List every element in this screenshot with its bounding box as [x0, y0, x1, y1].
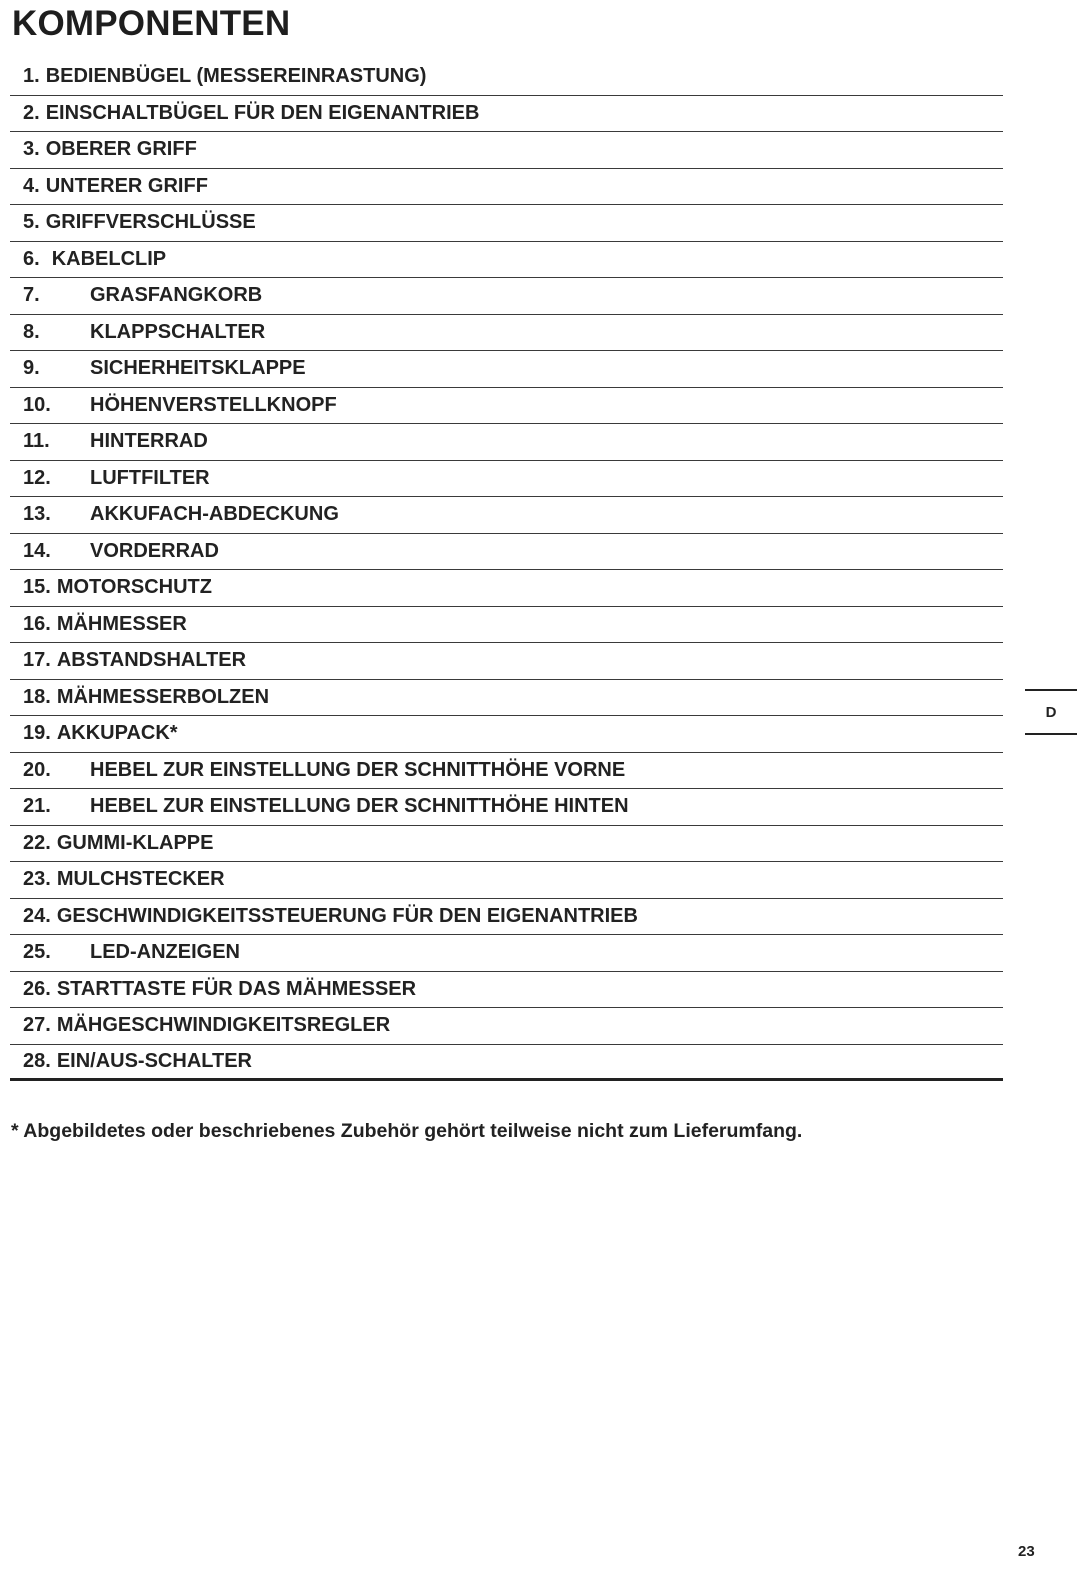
components-list: [10, 59, 1003, 1081]
item-number: 18.: [23, 685, 51, 708]
list-item: [10, 497, 1003, 534]
list-item: [10, 1008, 1003, 1045]
item-number: 6.: [23, 247, 40, 270]
list-item: [10, 826, 1003, 863]
language-tab: D: [1025, 689, 1077, 735]
item-number: 8.: [23, 320, 40, 343]
item-number: 19.: [23, 722, 51, 745]
list-item: [10, 935, 1003, 972]
page-number: 23: [1018, 1543, 1035, 1560]
list-item: [10, 351, 1003, 388]
item-label: MOTORSCHUTZ: [56, 576, 212, 599]
list-item: [10, 643, 1003, 680]
page-title: KOMPONENTEN: [12, 4, 291, 43]
list-item: [10, 534, 1003, 571]
item-number: 23.: [23, 868, 51, 891]
list-item: [10, 753, 1003, 790]
item-label: BEDIENBÜGEL (MESSEREINRASTUNG): [45, 65, 427, 88]
item-number: 7.: [23, 284, 40, 307]
item-number: 28.: [23, 1049, 51, 1072]
item-number: 11.: [23, 430, 50, 453]
list-item: [10, 205, 1003, 242]
item-label: GESCHWINDIGKEITSSTEUERUNG FÜR DEN EIGENANTRIEB: [56, 904, 638, 927]
list-item: [10, 96, 1003, 133]
item-label: HÖHENVERSTELLKNOPF: [90, 393, 337, 416]
item-number: 9.: [23, 357, 40, 380]
item-number: 13.: [23, 503, 51, 526]
item-label: OBERER GRIFF: [45, 138, 197, 161]
item-number: 10.: [23, 393, 51, 416]
item-number: 14.: [23, 539, 51, 562]
item-label: AKKUFACH-ABDECKUNG: [90, 503, 339, 526]
list-item: [10, 461, 1003, 498]
item-number: 25.: [23, 941, 51, 964]
item-label: HEBEL ZUR EINSTELLUNG DER SCHNITTHÖHE VORNE: [90, 758, 626, 781]
list-item: [10, 716, 1003, 753]
list-item: [10, 169, 1003, 206]
item-number: 15.: [23, 576, 51, 599]
item-number: 21.: [23, 795, 51, 818]
list-item: [10, 388, 1003, 425]
item-label: MÄHGESCHWINDIGKEITSREGLER: [56, 1014, 391, 1037]
item-label: MÄHMESSER: [56, 612, 187, 635]
item-label: VORDERRAD: [90, 539, 219, 562]
item-label: HEBEL ZUR EINSTELLUNG DER SCHNITTHÖHE HINTEN: [90, 795, 629, 818]
item-label: KABELCLIP: [51, 247, 167, 270]
item-number: 20.: [23, 758, 51, 781]
item-number: 27.: [23, 1014, 51, 1037]
list-item: [10, 972, 1003, 1009]
item-label: MÄHMESSERBOLZEN: [56, 685, 270, 708]
item-label: LED-ANZEIGEN: [90, 941, 240, 964]
list-item: [10, 862, 1003, 899]
item-number: 26.: [23, 977, 51, 1000]
item-label: UNTERER GRIFF: [45, 174, 208, 197]
item-number: 24.: [23, 904, 51, 927]
list-item: [10, 242, 1003, 279]
item-number: 22.: [23, 831, 51, 854]
list-item: [10, 59, 1003, 96]
item-number: 12.: [23, 466, 51, 489]
list-item: [10, 607, 1003, 644]
item-number: 1.: [23, 65, 40, 88]
item-number: 3.: [23, 138, 40, 161]
item-number: 2.: [23, 101, 40, 124]
list-item: [10, 424, 1003, 461]
item-label: EIN/AUS-SCHALTER: [56, 1049, 252, 1072]
item-label: HINTERRAD: [90, 430, 208, 453]
item-label: GRASFANGKORB: [90, 284, 263, 307]
list-item: [10, 132, 1003, 169]
list-item: [10, 789, 1003, 826]
item-number: 17.: [23, 649, 51, 672]
item-label: EINSCHALTBÜGEL FÜR DEN EIGENANTRIEB: [45, 101, 480, 124]
item-label: SICHERHEITSKLAPPE: [90, 357, 306, 380]
item-label: LUFTFILTER: [90, 466, 210, 489]
item-number: 5.: [23, 211, 40, 234]
item-label: ABSTANDSHALTER: [56, 649, 247, 672]
list-item: [10, 899, 1003, 936]
item-number: 16.: [23, 612, 51, 635]
footnote: * Abgebildetes oder beschriebenes Zubehör gehört teilweise nicht zum Lieferumfang.: [11, 1120, 803, 1142]
item-label: GUMMI-KLAPPE: [56, 831, 214, 854]
list-item: [10, 570, 1003, 607]
list-item: [10, 315, 1003, 352]
item-label: GRIFFVERSCHLÜSSE: [45, 211, 256, 234]
item-number: 4.: [23, 174, 40, 197]
list-item: [10, 680, 1003, 717]
item-label: STARTTASTE FÜR DAS MÄHMESSER: [56, 977, 417, 1000]
list-item: [10, 278, 1003, 315]
item-label: KLAPPSCHALTER: [90, 320, 266, 343]
item-label: AKKUPACK*: [56, 722, 178, 745]
item-label: MULCHSTECKER: [56, 868, 225, 891]
list-item: [10, 1045, 1003, 1082]
